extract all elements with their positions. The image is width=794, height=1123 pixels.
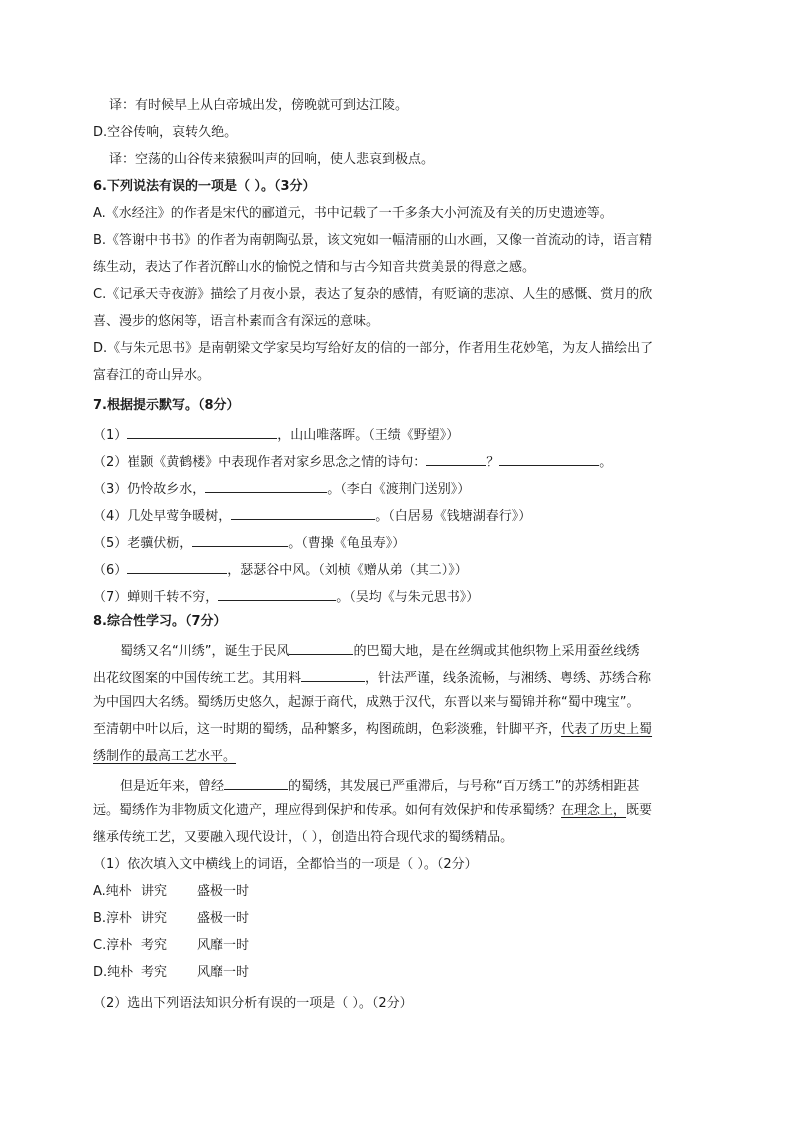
underlined-sentence: 代表了历史上蜀 [561,722,653,737]
q7-item-2: （2）崔颢《黄鹤楼》中表现作者对家乡思念之情的诗句： ？ 。 [93,451,612,472]
passage-line: 为中国四大名绣。蜀绣历史悠久，起源于商代，成熟于汉代，东晋以来与蜀锦并称“蜀中瑰宝”。 [93,695,640,710]
q7-item-6: （6） ，瑟瑟谷中风。（刘桢《赠从弟（其二）》） [93,559,468,580]
underlined-sentence-cont: 绣制作的最高工艺水平。 [93,749,237,764]
q7-item-1: （1） ，山山唯落晖。（王绩《野望》） [93,424,459,445]
passage-line: 出花纹图案的中国传统工艺。其用料 ，针法严谨，线条流畅，与湘绣、粤绣、苏绣合称 [93,667,651,688]
q6-option-c: C.《记承天寺夜游》描绘了月夜小景，表达了复杂的感情，有贬谪的悲凉、人生的感慨、赏月的欣 [93,287,653,302]
q7-item-4: （4）几处早莺争暖树， 。（白居易《钱塘湖春行》） [93,505,531,526]
answer-blank[interactable] [499,451,599,466]
q6-option-a: A.《水经注》的作者是宋代的郦道元，书中记载了一千多条大小河流及有关的历史遗迹等。 [93,206,613,221]
q6-option-b: B.《答谢中书书》的作者为南朝陶弘景，该文宛如一幅清丽的山水画，又像一首流动的诗，语言精 [93,233,653,248]
answer-blank[interactable] [231,505,375,520]
passage-line: 继承传统工艺，又要融入现代设计，（ ），创造出符合现代求的蜀绣精品。 [93,830,514,845]
q6-option-b-cont: 练生动，表达了作者沉醉山水的愉悦之情和与古今知音共赏美景的得意之感。 [93,260,536,275]
q7-item-5: （5）老骥伏枥， 。（曹操《龟虽寿》） [93,532,405,553]
passage-line: 至清朝中叶以后，这一时期的蜀绣，品种繁多，构图疏朗，色彩淡雅，针脚平齐，代表了历史上蜀 [93,722,653,737]
question-7-title: 7.根据提示默写。（8分） [93,398,240,413]
answer-blank[interactable] [426,451,486,466]
q6-option-c-cont: 喜、漫步的悠闲等，语言朴素而含有深远的意味。 [93,314,380,329]
q8-option-d: D.纯朴 考究 风靡一时 [93,965,250,980]
q8-option-a: A.纯朴 讲究 盛极一时 [93,884,250,899]
underlined-phrase: 在理念上， [561,803,627,818]
fill-blank-2[interactable] [301,667,365,682]
answer-blank[interactable] [205,478,327,493]
q8-sub-question-1: （1）依次填入文中横线上的词语，全都恰当的一项是（ ）。（2分） [93,857,478,872]
q6-option-d: D.《与朱元思书》是南朝梁文学家吴均写给好友的信的一部分，作者用生花妙笔，为友人描绘出了 [93,341,654,356]
q8-option-c: C.淳朴 考究 风靡一时 [93,938,250,953]
fill-blank-3[interactable] [224,775,288,790]
translation-line: 译：空荡的山谷传来猿猴叫声的回响，使人悲哀到极点。 [109,152,435,167]
fill-blank-1[interactable] [289,640,353,655]
q8-option-b: B.淳朴 讲究 盛极一时 [93,911,250,926]
q6-option-d-cont: 富春江的奇山异水。 [93,368,211,383]
answer-blank[interactable] [218,586,336,601]
answer-blank[interactable] [127,424,277,439]
q8-sub-question-2: （2）选出下列语法知识分析有误的一项是（ ）。（2分） [93,996,413,1011]
answer-blank[interactable] [127,559,227,574]
question-6-title: 6.下列说法有误的一项是（ ）。（3分） [93,179,316,194]
q7-item-3: （3）仍怜故乡水， 。（李白《渡荆门送别》） [93,478,470,499]
question-8-title: 8.综合性学习。（7分） [93,614,227,629]
option-d-line: D.空谷传响，哀转久绝。 [93,125,238,140]
passage-line: 但是近年来，曾经 的蜀绣，其发展已严重滞后，与号称“百万绣工”的苏绣相距甚 [120,775,640,796]
answer-blank[interactable] [192,532,288,547]
passage-line: 远。蜀绣作为非物质文化遗产，理应得到保护和传承。如何有效保护和传承蜀绣？在理念上，既要 [93,803,653,818]
passage-line: 蜀绣又名“川绣”，诞生于民风 的巴蜀大地，是在丝绸或其他织物上采用蚕丝线绣 [120,640,640,661]
translation-line: 译：有时候早上从白帝城出发，傍晚就可到达江陵。 [109,98,409,113]
q7-item-7: （7）蝉则千转不穷， 。（吴均《与朱元思书》） [93,586,479,607]
